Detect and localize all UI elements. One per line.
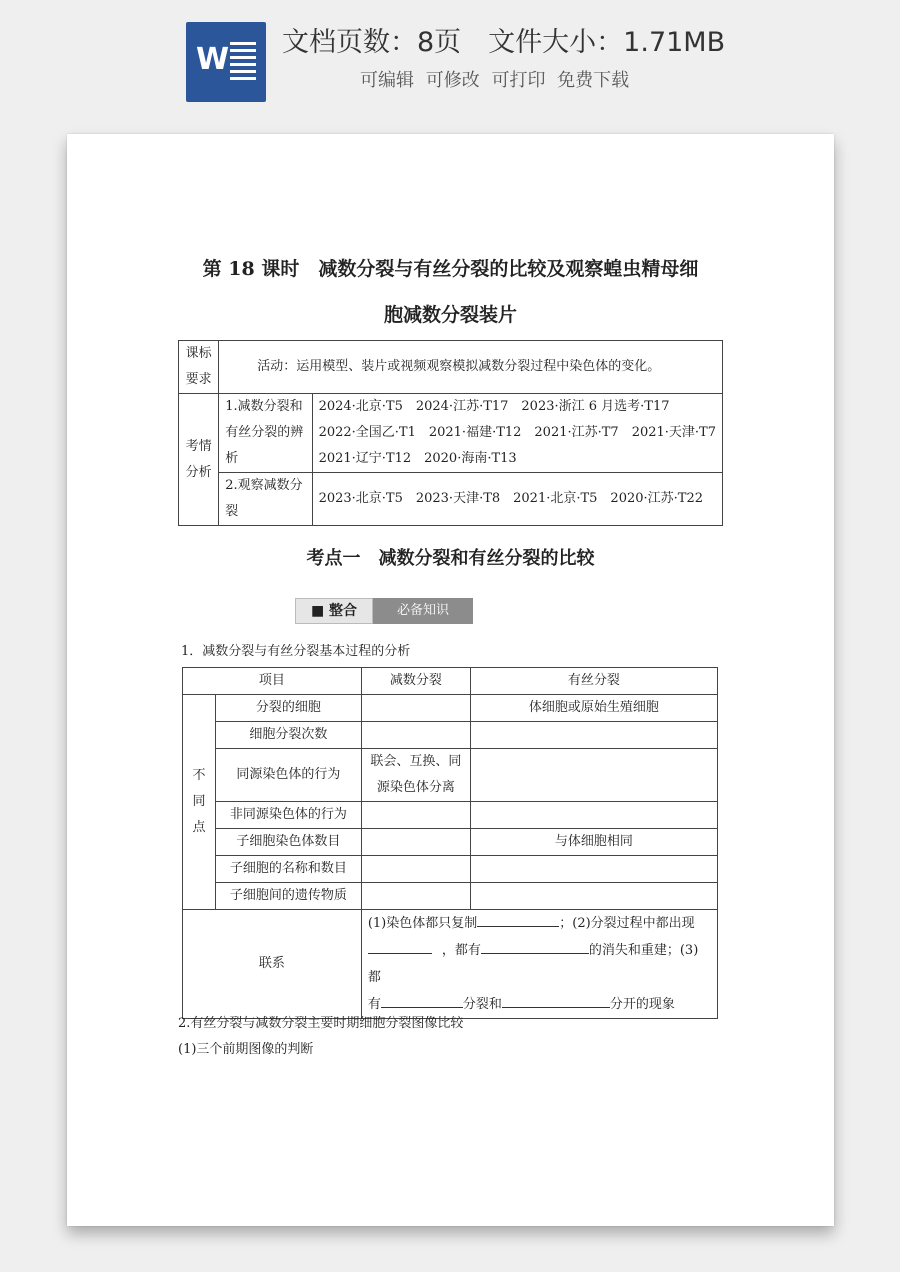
link-text-6: 分裂和	[462, 997, 502, 1012]
paragraph-2: 2.有丝分裂与减数分裂主要时期细胞分裂图像比较	[178, 1016, 464, 1031]
fill-blank[interactable]	[477, 912, 559, 927]
table-row	[183, 749, 718, 802]
fill-blank[interactable]	[368, 939, 432, 954]
row-mitosis	[470, 802, 717, 829]
table-row	[183, 829, 718, 856]
word-icon-letter: W	[196, 42, 230, 77]
lesson-title-line2: 胞减数分裂装片	[383, 304, 517, 326]
topic1-exams-line3: 2021·辽宁·T12 2020·海南·T13	[318, 451, 517, 466]
group-label-text: 不 同 点	[192, 768, 206, 835]
row-meiosis	[361, 722, 470, 749]
fill-blank[interactable]	[502, 993, 610, 1008]
row-item: 子细胞染色体数目	[216, 829, 362, 856]
row-meiosis	[361, 856, 470, 883]
link-line-1	[368, 910, 711, 937]
row-mitosis	[470, 749, 717, 802]
curriculum-table	[178, 340, 723, 526]
topic2-exams: 2023·北京·T5 2023·天津·T8 2021·北京·T5 2020·江苏·T22	[312, 473, 722, 526]
row-mitosis	[470, 722, 717, 749]
table-row	[183, 883, 718, 910]
section-tag	[295, 598, 473, 624]
row-item: 分裂的细胞	[216, 695, 362, 722]
row-mitosis: 与体细胞相同	[470, 829, 717, 856]
lesson-title	[67, 246, 834, 338]
header-banner	[0, 0, 900, 118]
row-meiosis	[361, 695, 470, 722]
link-text-3: ，都有	[441, 943, 481, 958]
document-page	[67, 134, 834, 1226]
row-mitosis	[470, 883, 717, 910]
link-text-5: 有	[367, 997, 381, 1012]
topic1-exams-line2: 2022·全国乙·T1 2021·福建·T12 2021·江苏·T7 2021·天津·T7	[318, 425, 716, 440]
table-row	[183, 802, 718, 829]
curriculum-content: 活动：运用模型、装片或视频观察模拟减数分裂过程中染色体的变化。	[219, 341, 723, 394]
link-label: 联系	[183, 910, 362, 1019]
table-row	[183, 695, 718, 722]
comparison-table	[182, 667, 718, 1019]
topic2-name: 2.观察减数分裂	[219, 473, 312, 526]
topic1-exams	[312, 394, 722, 473]
fill-blank[interactable]	[381, 993, 463, 1008]
topic1-exams-line1: 2024·北京·T5 2024·江苏·T17 2023·浙江 6 月选考·T17	[318, 399, 670, 414]
table-row	[183, 722, 718, 749]
section-title: 考点一 减数分裂和有丝分裂的比较	[306, 548, 595, 569]
row-meiosis: 联会、互换、同源染色体分离	[361, 749, 470, 802]
row-mitosis	[470, 856, 717, 883]
row-meiosis	[361, 802, 470, 829]
group-label-differences	[183, 695, 216, 910]
row-item: 子细胞的名称和数目	[216, 856, 362, 883]
paragraph-1: 1．减数分裂与有丝分裂基本过程的分析	[181, 644, 411, 659]
row-item: 细胞分裂次数	[216, 722, 362, 749]
exam-analysis-label: 考情分析	[179, 394, 219, 526]
link-text-4: 的消失和重建；(3)都	[367, 943, 699, 985]
link-line-2	[368, 937, 711, 991]
curriculum-label: 课标要求	[179, 341, 219, 394]
row-mitosis: 体细胞或原始生殖细胞	[470, 695, 717, 722]
lesson-title-line1: 第 18 课时 减数分裂与有丝分裂的比较及观察蝗虫精母细	[202, 258, 699, 280]
paragraph-3: (1)三个前期图像的判断	[178, 1042, 314, 1057]
row-item: 同源染色体的行为	[216, 749, 362, 802]
table-row-link	[183, 910, 718, 1019]
fill-blank[interactable]	[481, 939, 589, 954]
row-meiosis	[361, 883, 470, 910]
tag-integrate: ■ 整合	[295, 598, 373, 624]
file-info-title: 文档页数：8页 文件大小：1.71MB	[282, 27, 726, 58]
tag-essential-knowledge: 必备知识	[373, 598, 473, 624]
file-features-subtitle: 可编辑 可修改 可打印 免费下载	[360, 70, 630, 91]
link-text-1: (1)染色体都只复制	[367, 916, 478, 931]
link-content	[361, 910, 717, 1019]
table-row	[183, 856, 718, 883]
table-header-row	[183, 668, 718, 695]
word-icon-lines	[230, 42, 256, 82]
word-document-icon	[186, 22, 266, 102]
row-item: 子细胞间的遗传物质	[216, 883, 362, 910]
header-item: 项目	[183, 668, 362, 695]
topic1-name: 1.减数分裂和有丝分裂的辨析	[219, 394, 312, 473]
header-meiosis: 减数分裂	[361, 668, 470, 695]
link-text-2: ；(2)分裂过程中都出现	[559, 916, 695, 931]
header-mitosis: 有丝分裂	[470, 668, 717, 695]
link-text-7: 分开的现象	[609, 997, 675, 1012]
row-meiosis	[361, 829, 470, 856]
row-item: 非同源染色体的行为	[216, 802, 362, 829]
